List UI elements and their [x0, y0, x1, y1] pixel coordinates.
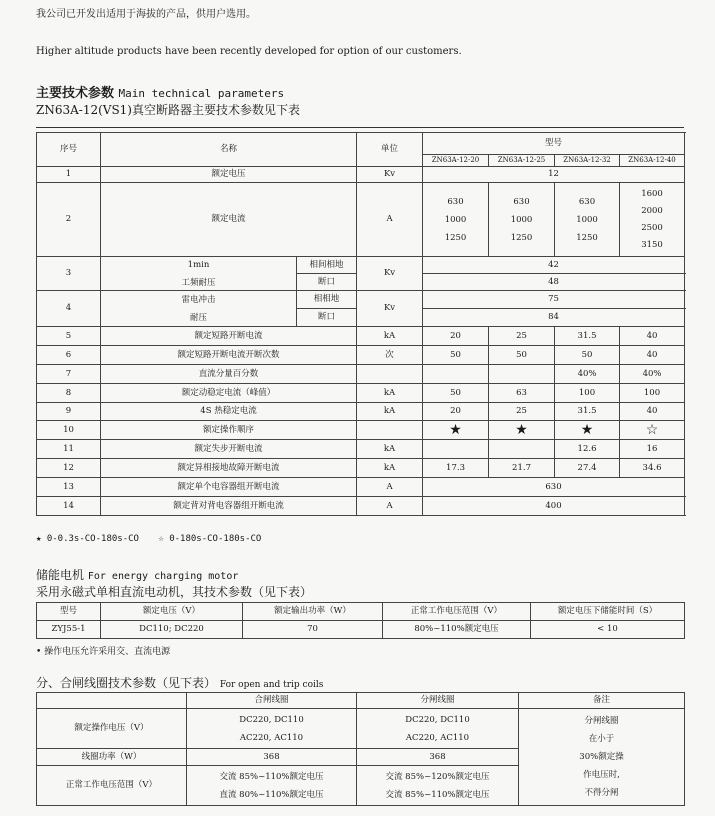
r13-value: 630 [423, 478, 685, 497]
r9-name: 4S 热稳定电流 [101, 403, 357, 421]
header-unit: 单位 [357, 133, 423, 167]
section2-subtitle: 采用永磁式单相直流电动机，其技术参数（见下表） [36, 585, 313, 599]
r2-c2: 630 1000 1250 [489, 183, 555, 257]
r1-unit: Kv [357, 167, 423, 183]
r3-no: 3 [37, 257, 101, 291]
r5-unit: kA [357, 327, 423, 346]
model-40: ZN63A-12-40 [620, 155, 685, 167]
coil-power-label: 线圈功率（W） [37, 749, 187, 766]
legend-solid: ★ 0-0.3s-CO-180s-CO [36, 534, 139, 544]
coil-close-power: 368 [187, 749, 357, 766]
intro-en: Higher altitude products have been recently developed for option of our customers. [36, 46, 462, 57]
r7-name: 直流分量百分数 [101, 365, 357, 384]
motor-time: < 10 [531, 621, 685, 639]
r6-v2: 50 [489, 346, 555, 365]
coil-range-label: 正常工作电压范围（V） [37, 766, 187, 806]
motor-header-model: 型号 [37, 603, 101, 621]
coil-header-remark: 备注 [519, 693, 685, 709]
r5-name: 额定短路开断电流 [101, 327, 357, 346]
r6-name: 额定短路开断电流开断次数 [101, 346, 357, 365]
r10-name: 额定操作顺序 [101, 421, 357, 440]
r13-unit: A [357, 478, 423, 497]
r11-v3: 12.6 [555, 440, 620, 459]
divider [36, 127, 684, 128]
intro-cn: 我公司已开发出适用于海拔的产品，供用户选用。 [36, 9, 256, 20]
r9-unit: kA [357, 403, 423, 421]
section1-title [36, 82, 284, 101]
r8-no: 8 [37, 384, 101, 403]
r2-c3: 630 1000 1250 [555, 183, 620, 257]
r13-no: 13 [37, 478, 101, 497]
r3-sub1: 相间相地 [297, 257, 357, 274]
motor-voltage: DC110; DC220 [101, 621, 243, 639]
r14-value: 400 [423, 497, 685, 516]
r8-unit: kA [357, 384, 423, 403]
r8-v3: 100 [555, 384, 620, 403]
r6-no: 6 [37, 346, 101, 365]
motor-power: 70 [243, 621, 383, 639]
r4-v1: 75 [423, 291, 685, 309]
table-row [37, 459, 685, 478]
model-25: ZN63A-12-25 [489, 155, 555, 167]
table-row [37, 403, 685, 421]
r11-unit: kA [357, 440, 423, 459]
table-row [37, 440, 685, 459]
r11-v4: 16 [620, 440, 685, 459]
r8-v4: 100 [620, 384, 685, 403]
section1-subtitle: ZN63A-12(VS1)真空断路器主要技术参数见下表 [36, 103, 300, 117]
r4-name: 雷电冲击 耐压 [101, 291, 297, 327]
r9-no: 9 [37, 403, 101, 421]
coil-params-table [36, 692, 685, 806]
table-row [37, 365, 685, 384]
r14-no: 14 [37, 497, 101, 516]
r12-unit: kA [357, 459, 423, 478]
model-32: ZN63A-12-32 [555, 155, 620, 167]
r11-name: 额定失步开断电流 [101, 440, 357, 459]
r9-v2: 25 [489, 403, 555, 421]
r11-v2 [489, 440, 555, 459]
r7-v3: 40% [555, 365, 620, 384]
r4-unit: Kv [357, 291, 423, 327]
r6-unit: 次 [357, 346, 423, 365]
operation-sequence-legend [36, 534, 261, 544]
r12-v4: 34.6 [620, 459, 685, 478]
hollow-star-icon: ☆ [620, 421, 685, 440]
table-row [37, 497, 685, 516]
motor-range: 80%~110%额定电压 [383, 621, 531, 639]
r12-name: 额定异相接地故障开断电流 [101, 459, 357, 478]
coil-close-range: 交流 85%~110%额定电压 直流 80%~110%额定电压 [187, 766, 357, 806]
r5-no: 5 [37, 327, 101, 346]
section3-title [36, 674, 323, 691]
solid-star-icon: ★ [423, 421, 489, 440]
motor-header-time: 额定电压下储能时间（S） [531, 603, 685, 621]
r11-v1 [423, 440, 489, 459]
r5-v2: 25 [489, 327, 555, 346]
r4-sub2: 断口 [297, 309, 357, 327]
coil-open-range: 交流 85%~120%额定电压 交流 85%~110%额定电压 [357, 766, 519, 806]
coil-header-blank [37, 693, 187, 709]
coil-header-open: 分闸线圈 [357, 693, 519, 709]
legend-hollow: ☆ 0-180s-CO-180s-CO [158, 534, 262, 544]
r14-name: 额定背对背电容器组开断电流 [101, 497, 357, 516]
r7-no: 7 [37, 365, 101, 384]
motor-model: ZYJ55-1 [37, 621, 101, 639]
coil-open-voltage: DC220, DC110 AC220, AC110 [357, 709, 519, 749]
r2-no: 2 [37, 183, 101, 257]
r3-v2: 48 [423, 274, 685, 291]
r6-v1: 50 [423, 346, 489, 365]
section1-title-en: Main technical parameters [118, 87, 285, 100]
r6-v4: 40 [620, 346, 685, 365]
r2-unit: A [357, 183, 423, 257]
motor-note: • 操作电压允许采用交、直流电源 [36, 647, 171, 657]
table-row [37, 421, 685, 440]
header-name: 名称 [101, 133, 357, 167]
r7-v2 [489, 365, 555, 384]
r3-sub2: 断口 [297, 274, 357, 291]
coil-rated-voltage-label: 额定操作电压（V） [37, 709, 187, 749]
r8-name: 额定动稳定电流（峰值） [101, 384, 357, 403]
r3-v1: 42 [423, 257, 685, 274]
r9-v1: 20 [423, 403, 489, 421]
coil-header-close: 合闸线圈 [187, 693, 357, 709]
r9-v4: 40 [620, 403, 685, 421]
solid-star-icon: ★ [555, 421, 620, 440]
table-row [37, 384, 685, 403]
r7-v4: 40% [620, 365, 685, 384]
r1-value: 12 [423, 167, 685, 183]
r5-v4: 40 [620, 327, 685, 346]
model-20: ZN63A-12-20 [423, 155, 489, 167]
r7-unit [357, 365, 423, 384]
table-row [37, 346, 685, 365]
motor-header-range: 正常工作电压范围（V） [383, 603, 531, 621]
r14-unit: A [357, 497, 423, 516]
header-no: 序号 [37, 133, 101, 167]
r11-no: 11 [37, 440, 101, 459]
r6-v3: 50 [555, 346, 620, 365]
r3-unit: Kv [357, 257, 423, 291]
header-model: 型号 [423, 133, 685, 155]
r10-no: 10 [37, 421, 101, 440]
r1-no: 1 [37, 167, 101, 183]
r4-sub1: 相相地 [297, 291, 357, 309]
r13-name: 额定单个电容器组开断电流 [101, 478, 357, 497]
r8-v1: 50 [423, 384, 489, 403]
r2-c1: 630 1000 1250 [423, 183, 489, 257]
r2-c4: 1600 2000 2500 3150 [620, 183, 685, 257]
section2-title [36, 566, 238, 583]
r7-v1 [423, 365, 489, 384]
section2-title-cn: 储能电机 [36, 568, 85, 582]
motor-params-table [36, 602, 685, 639]
r5-v3: 31.5 [555, 327, 620, 346]
motor-header-power: 额定输出功率（W） [243, 603, 383, 621]
motor-header-voltage: 额定电压（V） [101, 603, 243, 621]
r5-v1: 20 [423, 327, 489, 346]
section3-title-cn: 分、合闸线圈技术参数（见下表） [36, 676, 217, 690]
table-row [37, 478, 685, 497]
r2-name: 额定电流 [101, 183, 357, 257]
r1-name: 额定电压 [101, 167, 357, 183]
r12-v3: 27.4 [555, 459, 620, 478]
r10-unit [357, 421, 423, 440]
r12-v2: 21.7 [489, 459, 555, 478]
coil-open-power: 368 [357, 749, 519, 766]
table-row [37, 327, 685, 346]
section3-title-en: For open and trip coils [219, 680, 324, 690]
section2-title-en: For energy charging motor [87, 571, 239, 582]
main-params-table [36, 132, 685, 516]
r12-no: 12 [37, 459, 101, 478]
r4-no: 4 [37, 291, 101, 327]
section1-title-cn: 主要技术参数 [36, 86, 115, 101]
coil-close-voltage: DC220, DC110 AC220, AC110 [187, 709, 357, 749]
r8-v2: 63 [489, 384, 555, 403]
r12-v1: 17.3 [423, 459, 489, 478]
r9-v3: 31.5 [555, 403, 620, 421]
solid-star-icon: ★ [489, 421, 555, 440]
coil-remark: 分闸线圈 在小于 30%额定操 作电压时, 不得分闸 [519, 709, 685, 806]
r3-name: 1min 工频耐压 [101, 257, 297, 291]
r4-v2: 84 [423, 309, 685, 327]
